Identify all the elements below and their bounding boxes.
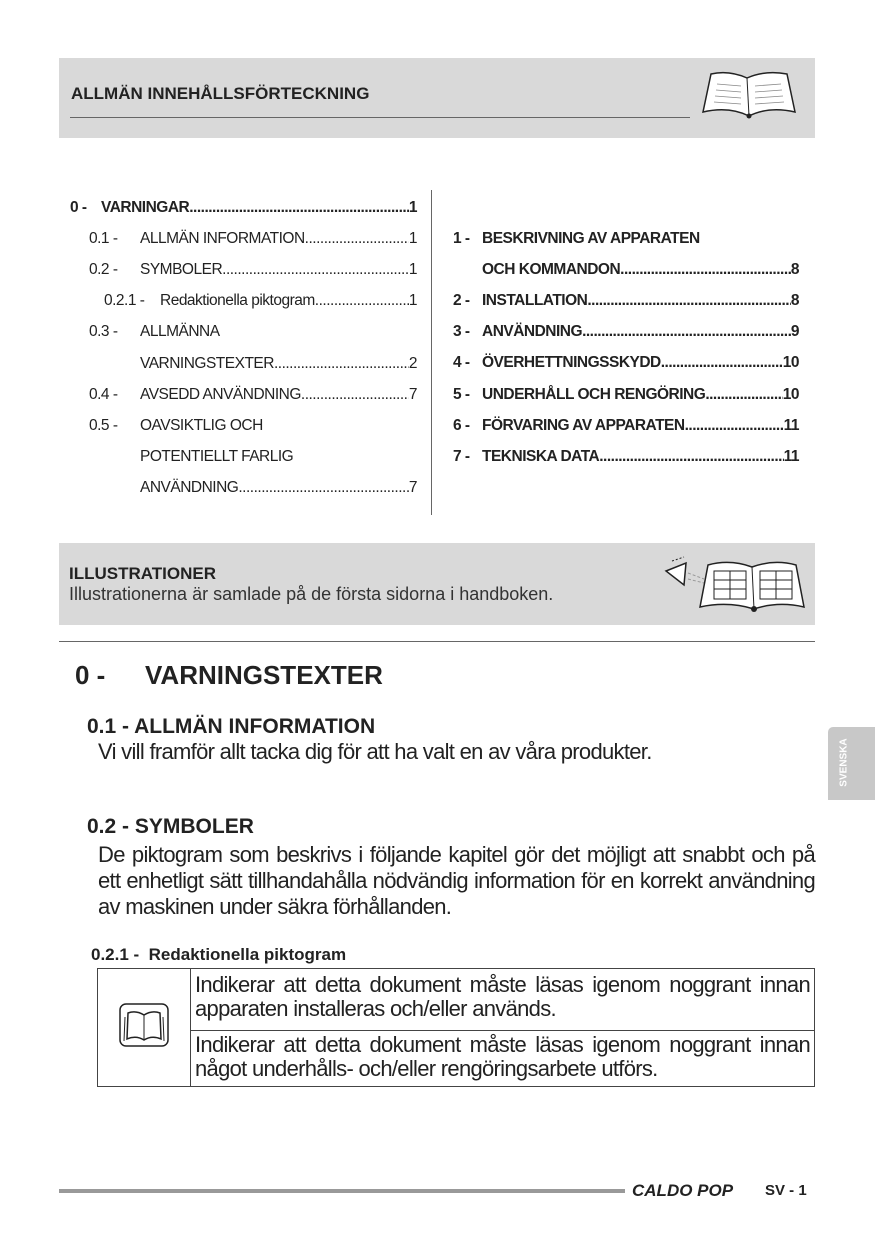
subsection-0-1-text: Vi vill framför allt tacka dig för att ha valt en av våra produkter.	[98, 739, 652, 764]
toc-entry-label: VARNINGAR	[101, 199, 190, 216]
toc-entry[interactable]	[89, 386, 417, 404]
toc-entry-label: ÖVERHETTNINGSSKYDD	[482, 354, 661, 372]
toc-entry[interactable]	[89, 448, 417, 466]
toc-entry-label: ANVÄNDNING	[140, 478, 239, 496]
toc-title: ALLMÄN INNEHÅLLSFÖRTECKNING	[71, 84, 370, 103]
toc-leader-dots	[301, 386, 409, 404]
toc-entry-number	[89, 448, 140, 466]
toc-leader-dots	[189, 199, 409, 217]
toc-entry-page: 8	[790, 292, 799, 310]
toc-entry-number	[453, 261, 482, 279]
pictogram-table	[97, 968, 815, 1087]
illustrations-text: Illustrationerna är samlade på de första sidorna i handboken.	[69, 584, 554, 604]
toc-entry-page: 7	[408, 385, 417, 403]
toc-leader-dots	[305, 230, 409, 248]
toc-entry-number	[89, 479, 140, 497]
toc-entry-page: 1	[408, 230, 417, 248]
footer-product: CALDO POP	[632, 1181, 734, 1200]
toc-leader-dots	[238, 479, 409, 497]
toc-entry[interactable]	[89, 479, 417, 497]
toc-leader-dots	[685, 417, 784, 435]
toc-entry-page: 10	[782, 354, 799, 372]
toc-entry-label: ALLMÄNNA	[140, 323, 220, 341]
toc-entry-number: 0.2 -	[89, 261, 118, 279]
toc-entry[interactable]	[89, 261, 417, 279]
toc-entry[interactable]	[453, 354, 799, 372]
toc-entry-label: OAVSIKTLIG OCH	[140, 416, 263, 434]
toc-entry-label: INSTALLATION	[482, 292, 588, 310]
toc-leader-dots	[661, 354, 783, 372]
toc-entry[interactable]	[89, 323, 417, 341]
toc-entry-number: 1 -	[453, 230, 470, 247]
language-tab	[828, 727, 875, 800]
toc-entry[interactable]	[453, 386, 799, 404]
toc-entry-page: 9	[790, 323, 799, 341]
toc-entry-page: 11	[783, 416, 799, 434]
toc-entry[interactable]	[453, 230, 799, 248]
footer-rule	[59, 1189, 625, 1193]
toc-entry-label: VARNINGSTEXTER	[140, 354, 274, 372]
toc-header-banner	[59, 58, 815, 138]
language-tab-label: SVENSKA	[838, 738, 850, 787]
toc-entry-number	[89, 355, 140, 373]
section-number: 0 -	[75, 660, 106, 690]
divider	[70, 117, 690, 118]
toc-entry-label: FÖRVARING AV APPARATEN	[482, 416, 685, 434]
toc-entry-number: 2 -	[453, 292, 470, 310]
toc-entry-label: TEKNISKA DATA	[482, 447, 600, 465]
subsection-0-2-1-title: 0.2.1 - Redaktionella piktogram	[91, 945, 347, 964]
toc-entry-label: POTENTIELLT FARLIG	[140, 447, 294, 465]
toc-entry-number: 0.4 -	[89, 385, 118, 403]
toc-entry-number: 0.2.1 -	[104, 292, 145, 310]
table-row	[98, 1031, 815, 1087]
pictogram-description	[191, 1031, 815, 1087]
pictogram-cell	[98, 969, 191, 1087]
divider	[59, 641, 815, 642]
toc-entry[interactable]	[70, 199, 417, 217]
toc-entry-label: SYMBOLER	[140, 261, 223, 279]
toc-entry-page: 8	[790, 261, 799, 279]
toc-entry[interactable]	[453, 448, 799, 466]
subsection-0-2-text: De piktogram som beskrivs i följande kapitel gör det möjligt att snabbt och på ett enhetligt sätt tillhandahålla nödvändig information för en korrekt användning av maskinen under säkra förhållanden.	[98, 842, 815, 919]
toc-entry-page: 10	[782, 385, 799, 403]
open-book-icon	[699, 68, 799, 120]
toc-leader-dots	[620, 261, 791, 279]
page-number: SV - 1	[765, 1182, 807, 1199]
toc-entry-label: AVSEDD ANVÄNDNING	[140, 385, 301, 403]
illustrations-banner	[59, 543, 815, 625]
toc-entry[interactable]	[104, 292, 417, 310]
pictogram-description	[191, 969, 815, 1031]
toc-entry-label: ALLMÄN INFORMATION	[140, 230, 305, 248]
pictogram-description-text: Indikerar att detta dokument måste läsas igenom noggrant innan något underhålls- och/eller rengöringsarbete utförs.	[195, 1032, 810, 1081]
toc-leader-dots	[274, 355, 409, 373]
toc-entry[interactable]	[453, 417, 799, 435]
toc-entry-number: 3 -	[453, 323, 470, 341]
toc-entry-page: 1	[408, 199, 417, 216]
toc-entry[interactable]	[453, 292, 799, 310]
subsection-0-2-title: 0.2 - SYMBOLER	[87, 815, 254, 838]
toc-entry-page: 7	[408, 478, 417, 496]
subsection-0-1-title: 0.1 - ALLMÄN INFORMATION	[87, 715, 376, 738]
toc-leader-dots	[222, 261, 409, 279]
toc-entry[interactable]	[89, 230, 417, 248]
toc-entry-page: 2	[408, 354, 417, 372]
toc-column-divider	[431, 190, 432, 515]
toc-entry-page: 11	[783, 447, 799, 465]
toc-entry[interactable]	[453, 323, 799, 341]
toc-entry[interactable]	[453, 261, 799, 279]
toc-entry-number: 6 -	[453, 416, 470, 434]
toc-entry-label: Redaktionella piktogram	[160, 292, 315, 310]
toc-entry-number: 7 -	[453, 447, 470, 465]
toc-leader-dots	[582, 323, 791, 341]
toc-entry-number: 0.3 -	[89, 323, 118, 341]
toc-entry-number: 4 -	[453, 354, 470, 372]
toc-entry-label: BESKRIVNING AV APPARATEN	[482, 230, 700, 247]
toc-entry-page: 1	[408, 261, 417, 279]
eye-book-icon	[664, 553, 809, 613]
toc-leader-dots	[315, 292, 409, 310]
toc-leader-dots	[705, 386, 782, 404]
toc-entry-number: 5 -	[453, 385, 470, 403]
toc-leader-dots	[587, 292, 791, 310]
toc-entry-number: 0.5 -	[89, 416, 118, 434]
pictogram-description-text: Indikerar att detta dokument måste läsas igenom noggrant innan apparaten installeras och/eller används.	[195, 972, 810, 1021]
manual-book-icon	[119, 1003, 169, 1047]
toc-entry-label: ANVÄNDNING	[482, 323, 583, 341]
toc-entry-label: UNDERHÅLL OCH RENGÖRING	[482, 385, 706, 403]
illustrations-title: ILLUSTRATIONER	[69, 564, 217, 583]
toc-entry-label: OCH KOMMANDON	[482, 261, 621, 279]
table-row	[98, 969, 815, 1031]
toc-leader-dots	[599, 448, 783, 466]
section-title: VARNINGSTEXTER	[145, 660, 383, 690]
toc-entry[interactable]	[89, 417, 417, 435]
toc-entry[interactable]	[89, 355, 417, 373]
toc-entry-number: 0.1 -	[89, 230, 118, 248]
toc-entry-page: 1	[408, 292, 417, 310]
toc-entry-number: 0 -	[70, 199, 87, 216]
